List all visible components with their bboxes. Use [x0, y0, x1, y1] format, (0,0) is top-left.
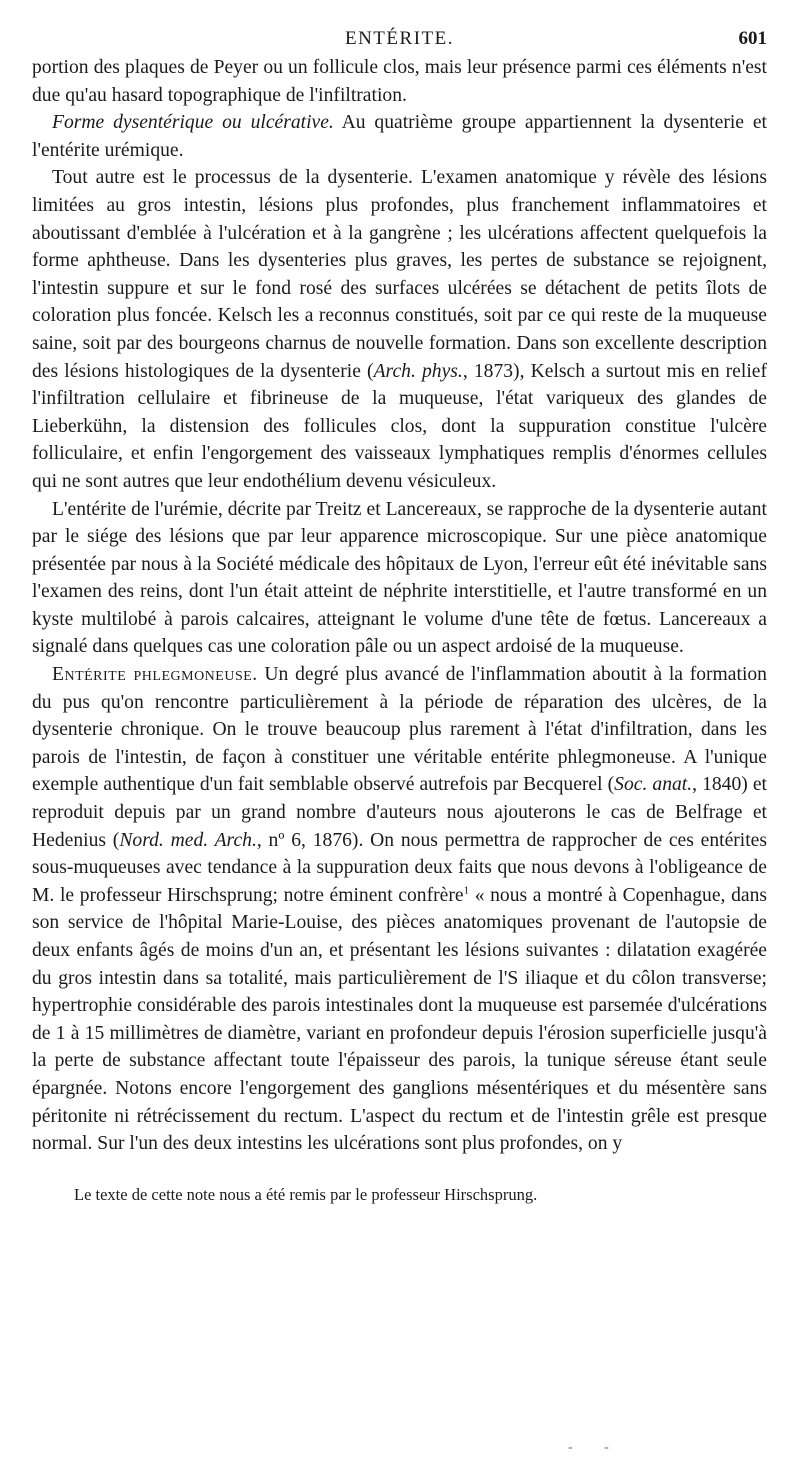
paragraph-4: L'entérite de l'urémie, décrite par Treitz et Lancereaux, se rapproche de la dysenterie autant par le siége des lésions que par leur apparence microscopique. Sur une pièce anatomique présentée par nous à la Société médicale des hôpitaux de Lyon, l'erreur eût été inévitable sans l'examen des reins, dont l'un était atteint de néphrite interstitielle, et l'autre transformé en un kyste multilobé à parois calcaires, atteignant le volume d'une tête de fœtus. Lancereaux a signalé dans quelques cas une coloration pâle ou un aspect ardoisé de la muqueuse. — [32, 498, 767, 658]
paragraph-2-text: Au quatrième groupe appartiennent la dysenterie et l'entérite urémique. — [32, 112, 767, 161]
paragraph-5-text-b: , 1840) et reproduit depuis par un grand nombre d'auteurs nous ajouterons le cas de Belfrage et Hedenius ( — [32, 774, 767, 851]
footnote: Le texte de cette note nous a été remis par le professeur Hirschsprung. — [74, 1184, 538, 1204]
paragraph-3-text-a: Tout autre est le processus de la dysenterie. L'examen anatomique y révèle des lésions limitées au gros intestin, lésions plus profondes, plus franchement inflammatoires et aboutissant d'emblée à l'ulcération et à la gangrène ; les ulcérations affectent quelquefois la forme aphtheuse. Dans les dysenteries plus graves, les pertes de substance se rejoignent, l'intestin suppure et sur le fond rosé des surfaces ulcérées se détachent de petits îlots de coloration plus foncée. Kelsch les a reconnus constitués, soit par ce qui reste de la muqueuse saine, soit par des bourgeons charnus de nouvelle formation. Dans son excellente description des lésions histologiques de la dysenterie ( — [32, 167, 767, 382]
paragraph-2 — [32, 109, 767, 164]
bottom-marks: - - — [568, 1440, 623, 1455]
paragraph-5 — [32, 661, 767, 1158]
running-title: ENTÉRITE. — [344, 28, 454, 49]
citation-arch-phys: Arch. phys. — [373, 360, 463, 382]
paragraph-3-text-b: , 1873), Kelsch a surtout mis en relief l'infiltration cellulaire et fibrineuse de la muqueuse, l'état variqueux des glandes de Lieberkühn, la distension des follicules clos, dont la suppuration constitue l'ulcère folliculaire, et enfin l'engorgement des vaisseaux lymphatiques remplis d'énormes cellules qui ne sont autres que leur endothélium devenu vésiculeux. — [32, 360, 767, 492]
paragraph-5-text-d: « nous a montré à Copenhague, dans son service de l'hôpital Marie-Louise, des pièces anatomiques provenant de l'autopsie de deux enfants âgés de moins d'un an, et présentant les lésions suivantes : dilatation exagérée du gros intestin dans sa totalité, mais particulièrement de l'S iliaque et du côlon transverse; hypertrophie considérable des parois intestinales dont la muqueuse est parsemée d'ulcérations de 1 à 15 millimètres de diamètre, variant en profondeur depuis l'érosion superficielle jusqu'à la perte de substance affectant toute l'épaisseur des parois, la tunique séreuse étant seule épargnée. Notons encore l'engorgement des ganglions mésentériques et du mésentère sans péritonite ni rétrécissement du rectum. L'aspect du rectum et de l'intestin grêle est presque normal. Sur l'un des deux intestins les ulcérations sont plus profondes, on y — [32, 884, 767, 1155]
citation-soc-anat: Soc. anat. — [614, 774, 693, 796]
paragraph-1: portion des plaques de Peyer ou un follicule clos, mais leur présence parmi ces éléments n'est due qu'au hasard topographique de l'infiltration. — [32, 57, 767, 106]
paragraph-5-text-a: Un degré plus avancé de l'inflammation aboutit à la formation du pus qu'on rencontre particulièrement à la période de réparation des ulcères, de la dysenterie chronique. On le trouve beaucoup plus rarement à l'état d'infiltration, dans les parois de l'intestin, de façon à constituer une véritable entérite phlegmoneuse. A l'unique exemple authentique d'un fait semblable observé autrefois par Becquerel ( — [32, 664, 767, 796]
section-heading-dysenterique: Forme dysentérique ou ulcérative. — [52, 112, 334, 134]
page-number: 601 — [738, 28, 767, 49]
page — [32, 28, 767, 1206]
citation-nord-med-arch: Nord. med. Arch. — [119, 829, 257, 851]
paragraph-3 — [32, 164, 767, 495]
section-heading-phlegmoneuse: Entérite phlegmoneuse. — [52, 664, 258, 686]
footnote-marker: 1 — [463, 884, 470, 897]
paragraph-5-text-c: , nº 6, 1876). On nous permettra de rapprocher de ces entérites sous-muqueuses avec tendance à la suppuration deux faits que nous devons à l'obligeance de M. le professeur Hirschsprung; notre éminent confrère — [32, 829, 768, 906]
running-header — [32, 28, 767, 54]
